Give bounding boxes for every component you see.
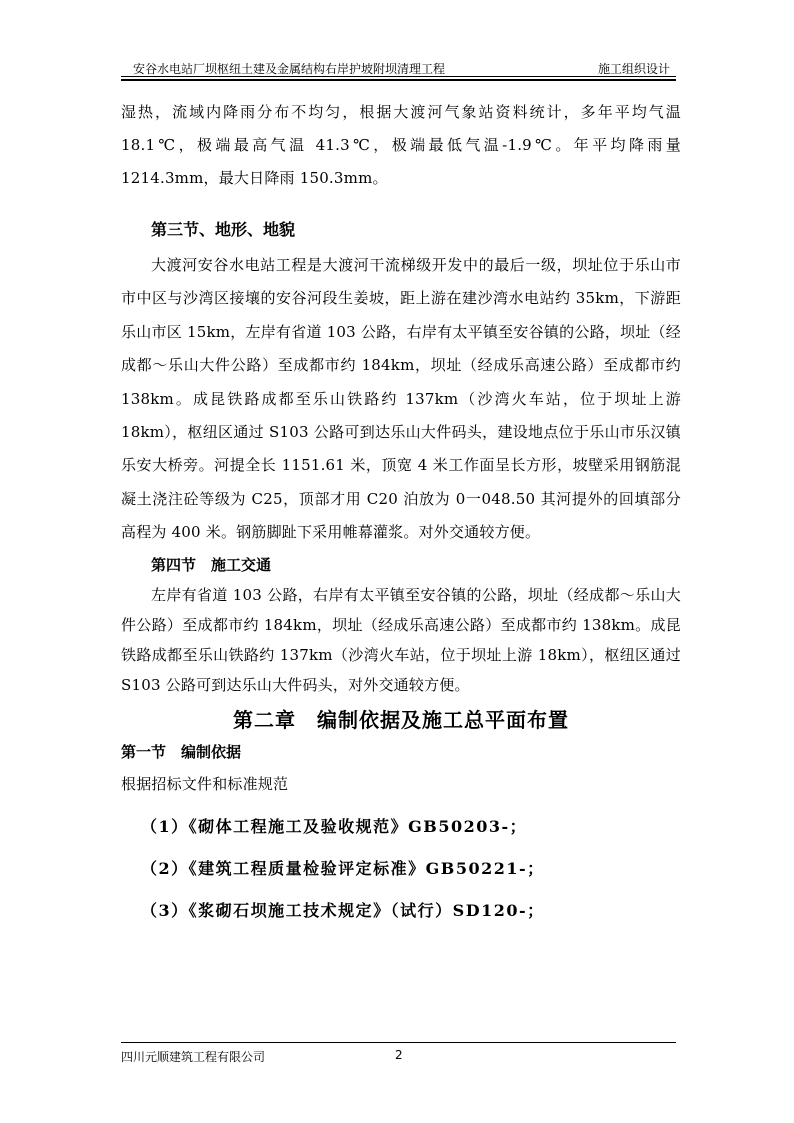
page-header xyxy=(121,58,676,76)
header-project-title: 安谷水电站厂坝枢纽土建及金属结构右岸护坡附坝清理工程 xyxy=(133,62,446,76)
section-title-terrain: 第三节、地形、地貌 xyxy=(151,220,296,239)
paragraph-traffic: 左岸有省道 103 公路，右岸有太平镇至安谷镇的公路，坝址（经成都～乐山大件公路）至成都市约 184km，坝址（经成乐高速公路）至成都市约 138km。成昆铁路成都至乐山铁路约 137km（沙湾火车站，位于坝址上游 18km），枢纽区通过 S103 公路可到达乐山大件码头，对外交通较方便。 xyxy=(121,585,681,694)
footer-company: 四川元顺建筑工程有限公司 xyxy=(121,1050,266,1064)
footer-rule xyxy=(121,1042,676,1043)
page-footer xyxy=(121,1046,676,1066)
section-title-traffic: 第四节 施工交通 xyxy=(151,555,272,574)
section-title-basis: 第一节 编制依据 xyxy=(121,742,242,761)
header-rule xyxy=(121,76,676,77)
paragraph-climate: 湿热，流域内降雨分布不均匀，根据大渡河气象站资料统计，多年平均气温 18.1℃，极端最高气温 41.3℃，极端最低气温-1.9℃。年平均降雨量 1214.3mm，最大日降雨 150.3mm。 xyxy=(121,103,681,187)
paragraph-terrain: 大渡河安谷水电站工程是大渡河干流梯级开发中的最后一级，坝址位于乐山市市中区与沙湾区接壤的安谷河段生姜坡，距上游在建沙湾水电站约 35km，下游距乐山市区 15km，左岸有省道 103 公路，右岸有太平镇至安谷镇的公路，坝址（经成都～乐山大件公路）至成都市约 184km，坝址（经成乐高速公路）至成都市约 138km。成昆铁路成都至乐山铁路约 137km（沙湾火车站，位于坝址上游 18km），枢纽区通过 S103 公路可到达乐山大件码头，建设地点位于乐山市乐汉镇乐安大桥旁。河提全长 1151.61 米，顶宽 4 米工作面呈长方形，坡壁采用钢筋混凝土浇注砼等级为 C25，顶部才用 C20 泊放为 0一048.50 其河提外的回填部分高程为 400 米。钢筋脚趾下采用帷幕灌浆。对外交通较方便。 xyxy=(121,256,681,542)
header-doc-type: 施工组织设计 xyxy=(597,62,670,76)
chapter-title: 第二章 编制依据及施工总平面布置 xyxy=(233,707,569,732)
reference-item-2: （2）《建筑工程质量检验评定标准》GB50221-； xyxy=(141,858,545,878)
reference-item-1: （1）《砌体工程施工及验收规范》GB50203-； xyxy=(141,816,528,836)
paragraph-basis: 根据招标文件和标准规范 xyxy=(121,774,289,793)
header-rule-thick xyxy=(121,79,676,81)
page-content xyxy=(121,96,681,932)
reference-item-3: （3）《浆砌石坝施工技术规定》（试行）SD120-； xyxy=(141,900,545,920)
page-number: 2 xyxy=(395,1048,403,1062)
